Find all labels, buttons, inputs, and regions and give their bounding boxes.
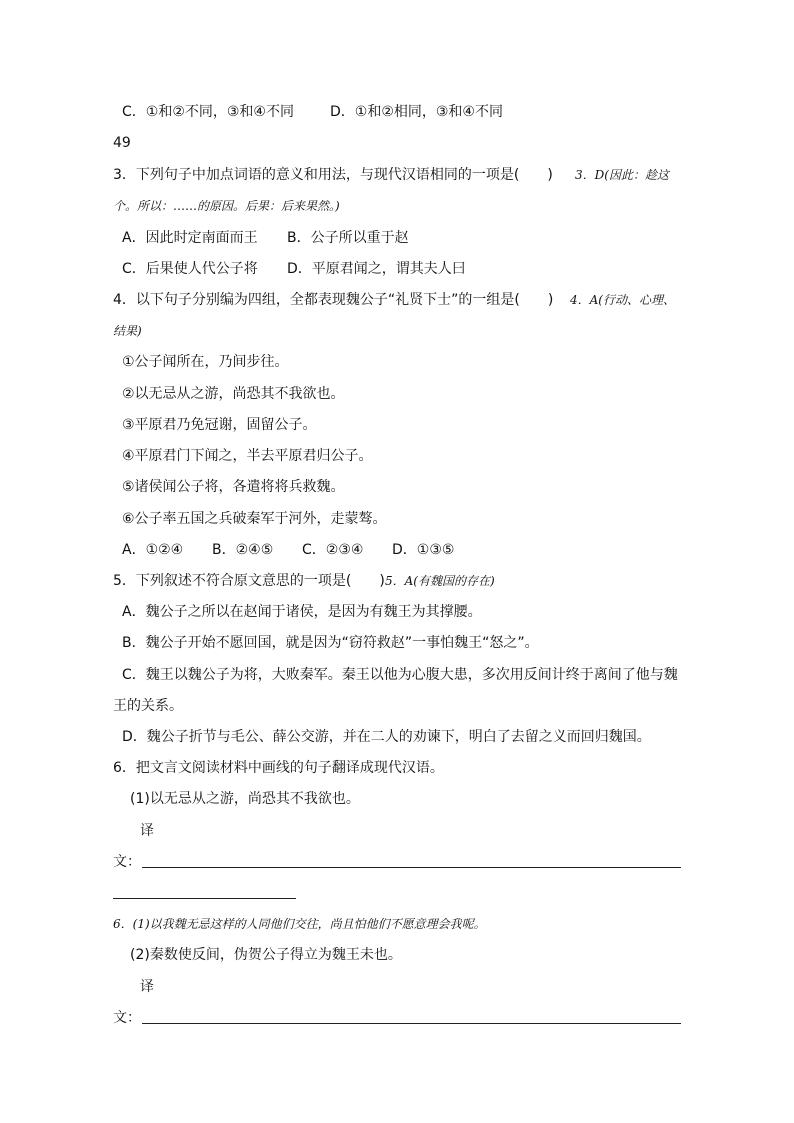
q3-option-b: B．公子所以重于赵 — [287, 230, 409, 246]
q3-option-d: D．平原君闻之，谓其夫人曰 — [287, 261, 466, 277]
answer-line — [142, 867, 681, 868]
q4-item-4: ④平原君门下闻之，半去平原君归公子。 — [122, 448, 373, 464]
q6-sentence-2: (2)秦数使反间，伪贺公子得立为魏王未也。 — [130, 947, 402, 963]
q3-stem: 3．下列句子中加点词语的意义和用法，与现代汉语相同的一项是( ) — [113, 167, 553, 183]
q4-item-6: ⑥公子率五国之兵破秦军于河外，走蒙骜。 — [122, 511, 387, 527]
q6-yi-label-2: 译 — [140, 979, 154, 995]
q6-answer-1: 6．(1)以我魏无忌这样的人同他们交往，尚且怕他们不愿意理会我呢。 — [113, 917, 486, 931]
q4-item-3: ③平原君乃免冠谢，固留公子。 — [122, 417, 317, 433]
q4-item-2: ②以无忌从之游，尚恐其不我欲也。 — [122, 386, 345, 402]
q5-option-c-line2: 王的关系。 — [113, 698, 183, 714]
q4-option-a: A．①②④ — [122, 542, 184, 558]
q6-wen-label-2: 文： — [113, 1010, 141, 1026]
q3-option-c: C．后果使人代公子将 — [122, 261, 258, 277]
q5-answer: 5．A(有魏国的存在) — [385, 574, 495, 588]
q4-item-1: ①公子闻所在，乃间步往。 — [122, 354, 289, 370]
q4-option-b: B．②④⑤ — [212, 542, 274, 558]
answer-line-short — [113, 898, 296, 899]
q3-option-a: A．因此时定南面而王 — [122, 230, 258, 246]
q6-wen-label-1: 文： — [113, 854, 141, 870]
q3-answer-part2: 个。所以：……的原因。后果：后来果然。) — [113, 199, 340, 213]
q4-option-c: C．②③④ — [302, 542, 364, 558]
q5-option-c-line1: C．魏王以魏公子为将，大败秦军。秦王以他为心腹大患，多次用反间计终于离间了他与魏 — [122, 667, 678, 683]
q6-yi-label-1: 译 — [140, 823, 154, 839]
q4-stem: 4．以下句子分别编为四组，全都表现魏公子“礼贤下士”的一组是( ) — [113, 292, 554, 308]
q5-option-a: A．魏公子之所以在赵闻于诸侯，是因为有魏王为其撑腰。 — [122, 604, 482, 620]
answer-line — [142, 1023, 681, 1024]
q2-option-d: D．①和②相同，③和④不同 — [330, 104, 503, 120]
q4-answer-part2: 结果) — [113, 324, 142, 338]
q5-option-b: B．魏公子开始不愿回国，就是因为“窃符救赵”一事怕魏王“怒之”。 — [122, 635, 539, 651]
q6-stem: 6．把文言文阅读材料中画线的句子翻译成现代汉语。 — [113, 760, 444, 776]
page-number: 49 — [113, 135, 131, 151]
q6-sentence-1: (1)以无忌从之游，尚恐其不我欲也。 — [130, 791, 360, 807]
q5-option-d: D．魏公子折节与毛公、薛公交游，并在二人的劝谏下，明白了去留之义而回归魏国。 — [122, 729, 651, 745]
q2-option-c: C．①和②不同，③和④不同 — [122, 104, 294, 120]
q5-stem: 5．下列叙述不符合原文意思的一项是( ) — [113, 573, 385, 589]
q4-answer-part1: 4．A(行动、心理、 — [570, 293, 675, 307]
q4-option-d: D．①③⑤ — [392, 542, 455, 558]
q4-item-5: ⑤诸侯闻公子将，各遣将将兵救魏。 — [122, 479, 345, 495]
q3-answer-part1: 3．D(因此：趁这 — [575, 168, 669, 182]
